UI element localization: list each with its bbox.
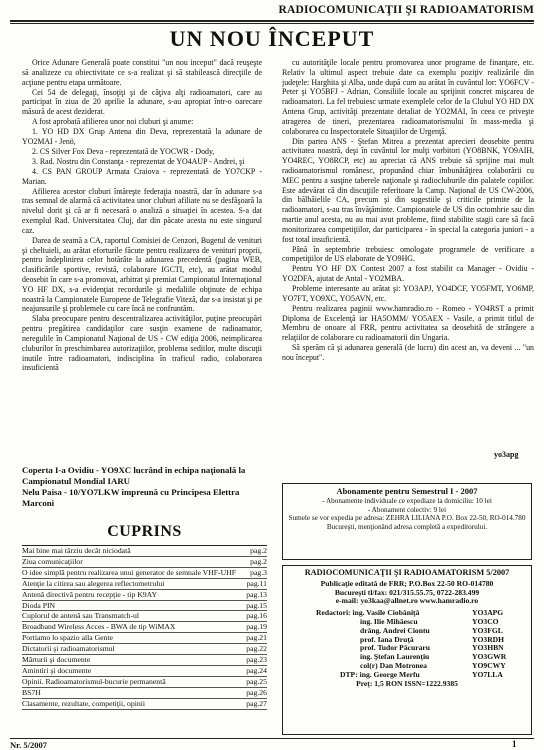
toc-item bbox=[22, 677, 267, 688]
article-paragraph: cu autorităţile locale pentru promovarea unor programe de finanţare, etc. Relativ la ultimul aspect trebuie date ca exemplu poziţiv realizările din judeţele: Harghita şi Alba, unde după cum au arătat în cuvântul lor: YO6FCV - Peter şi YO5BFJ - Adrian, Consiliile locale au sprijinit concret mişcarea de radioamatori. La fel trebuiesc urmate exemplele celor de la Clubul YO HD DX Antena Grup, activităţi prezentate detaliat de YO2MAI, în ceea ce priveşte atragerea de tineri, prezentarea radioamatorismului în mass-media şi colaborarea cu Inspectoratele Situaţiilor de Urgenţă. bbox=[282, 58, 534, 136]
toc-item-title: Dictatorii şi radioamatorismul bbox=[22, 644, 115, 654]
toc-item bbox=[22, 622, 267, 633]
article-paragraph: Cei 54 de delegaţi, însoţiţi şi de câţiva alţi radioamatori, care au participat în ziua de 20 aprilie la adunare, s-au apropiat într-o oarecare măsură de acest deziderat. bbox=[22, 87, 262, 117]
editor-name: ing. Ilie Mihăescu bbox=[360, 616, 418, 626]
toc-item-page: pag.2 bbox=[250, 546, 267, 555]
editor-name: prof. Tudor Păcuraru bbox=[360, 643, 430, 653]
toc-item-page: pag.19 bbox=[246, 622, 267, 632]
toc-item-title: Ziua comunicaţiilor bbox=[22, 556, 83, 566]
article-paragraph: Pentru realizarea paginii www.hamradio.ro - Romeo - YO4RST a primit Diploma de Excelenţă iar HA5OMM/ YO5AEX - Vasile, a primit titlul de Membru de onoare al FRR, pentru activitatea sa deosebită de strângere a relaţiilor de colaborare cu radioamatorii din Ungaria. bbox=[282, 303, 534, 343]
toc-item-page: pag.16 bbox=[246, 611, 267, 621]
table-of-contents bbox=[22, 545, 267, 710]
toc-item bbox=[22, 579, 267, 590]
article-paragraph: Să sperăm că şi adunarea generală (de lucru) din acest an, va deveni ... "un nou început". bbox=[282, 343, 534, 363]
toc-item-title: Dioda PIN bbox=[22, 600, 56, 610]
article-paragraph: Din partea ANS - Ştefan Mitrea a prezentat aprecieri deosebite pentru activitatea noastră, deşi în cuvântul lor mulţi vorbitori (YO8BNK, YO9AIH, YO4REC, YO8RCP, etc) au apreciat că ANS trebuie să sprijine mai mult radioamatorismul românesc, propunând chiar îmbunătăţirea colaborării cu MEC pentru a susţine taberele naţionale şi radiocluburile din palatele copiilor. Este adevărat că din discuţiile referitoare la Camp. Naţional de US CW-2006, din bălbăielile CA, precum şi din sugestiile şi criticile primite de la radioamatori, s-au tras învăţăminte. Campionatele de US din octombrie sau din martie anul acesta, nu au mai avut probleme, fiind stabilite stagii care să facă monitorizarea competiţiilor, dar participarea - în special la categoria juniori - a fost total insuficientă. bbox=[282, 136, 534, 244]
imprint-line: Bucureşti tl/fax: 021/315.55.75, 0722-283.499 bbox=[334, 587, 480, 597]
toc-item bbox=[22, 655, 267, 666]
toc-item-page: pag.27 bbox=[246, 698, 267, 708]
cover-note-line: Coperta I-a Ovidiu - YO9XC lucrând în echipa naţională la Campionatul Mondial IARU bbox=[22, 465, 246, 486]
editor-callsign: YO3CO bbox=[472, 616, 499, 626]
header-rule-thin bbox=[10, 23, 534, 24]
subscription-box bbox=[282, 483, 532, 560]
toc-item bbox=[22, 644, 267, 655]
article-paragraph: Până în septembrie trebuiesc omologate programele de verificare a competiţiilor de US elaborate de YO9HG. bbox=[282, 244, 534, 264]
article-title: UN NOU ÎNCEPUT bbox=[169, 26, 375, 51]
toc-item-page: pag.2 bbox=[250, 556, 267, 566]
magazine-header: RADIOCOMUNICAŢII ŞI RADIOAMATORISM bbox=[278, 4, 534, 16]
toc-item-title: Broadband Wireless Acces - BWA de tip WiMAX bbox=[22, 622, 176, 632]
editor-name: ing. Vasile Ciobăniţă bbox=[352, 608, 420, 618]
article-paragraph: 3. Rad. Nostru din Constanţa - reprezentat de YO4AUP - Andrei, şi bbox=[32, 156, 245, 166]
issue-number: Nr. 5/2007 bbox=[10, 740, 47, 750]
article-paragraph: Darea de seamă a CA, raportul Comisiei de Cenzori, Bugetul de venituri şi cheltuieli, au arătat eforturile făcute pentru realizarea de venituri proprii, pentru îndeplinirea celor hotărâte la adunarea precedentă (pagina WEB, clasificările sportive, revistă, colaborare IGCTI, etc), au arătat modul deosebit în care s-a promovat, arbitrat şi premiat Campionatul Internaţional YO HF DX, s-a evidenţiat recordurile şi medaliile obţinute de echipa noastră la Campionatele Europene de Telegrafie Viteză, dar s-a insistat şi pe neajunsurile şi problemele cu care încă ne confruntăm. bbox=[22, 235, 262, 314]
subscription-line: - Abonament colectiv: 9 lei bbox=[367, 505, 447, 514]
footer-rule bbox=[10, 738, 534, 739]
toc-item-title: Atenţie la citirea sau alegerea reflectometrului bbox=[22, 578, 165, 588]
toc-item-title: Antenă directivă pentru recepţie - tip K9AY bbox=[22, 589, 158, 599]
toc-item bbox=[22, 633, 267, 644]
toc-item-page: pag.26 bbox=[246, 687, 267, 697]
toc-title: CUPRINS bbox=[107, 523, 182, 540]
article-paragraph: 2. CS Silver Fox Deva - reprezentată de YOCWR - Dody, bbox=[32, 146, 215, 156]
toc-item-title: O idee simplă pentru realizarea unui generator de semnale VHF-UHF bbox=[22, 567, 236, 577]
article-right-column bbox=[282, 58, 534, 458]
toc-item-page: pag.22 bbox=[246, 644, 267, 654]
toc-item bbox=[22, 590, 267, 601]
editor-callsign: YO3RDH bbox=[472, 634, 505, 644]
imprint-title: RADIOCOMUNICAŢII ŞI RADIOAMATORISM 5/2007 bbox=[304, 568, 510, 577]
dtp-callsign: YO7LLA bbox=[472, 669, 503, 679]
editor-callsign: YO9CWY bbox=[472, 660, 506, 670]
article-paragraph: Orice Adunare Generală poate constitui "un nou inceput" dacă reuşeşte să analizeze cu obiectivitate ce s-a realizat şi să stabilească direcţiile de acţiune pentru etapa următoare. bbox=[22, 58, 262, 87]
toc-item-page: pag.24 bbox=[246, 665, 267, 675]
article-paragraph: 4. CS PAN GROUP Armata Craiova - reprezentată de YO7CKP - Marian. bbox=[22, 166, 262, 186]
toc-item bbox=[22, 557, 267, 568]
imprint-contact: e-mail: yo3kaa@allnet.ro www.hamradio.ro bbox=[335, 596, 479, 606]
article-paragraph: Afilierea acestor cluburi întăreşte federaţia noastră, dar în adunare s-a tras semnal de alarmă că activitatea unor cluburi afiliate nu se desfăşoară la nivelul dorit şi că ar fi necesară o analiză a situaţiei în acestea. S-a dat exemplul Rad. Universitatea Cluj, dar din păcate acesta nu este singurul caz. bbox=[22, 186, 262, 235]
dtp-name: DTP: ing. George Merfu bbox=[340, 669, 420, 679]
article-paragraph: 1. YO HD DX Grup Antena din Deva, reprezentată la adunare de YO2MAI - Jenö, bbox=[22, 127, 262, 146]
cover-note-line: Nelu Paisa - 10/YO7LKW împreună cu Principesa Elettra Marconi bbox=[22, 487, 240, 508]
author-signature: yo3apg bbox=[494, 450, 519, 459]
toc-item-page: pag.25 bbox=[246, 676, 267, 686]
editor-callsign: YO3GWR bbox=[472, 652, 507, 662]
toc-item-title: Cuplorul de antenă sau Transmatch-ul bbox=[22, 611, 140, 621]
article-paragraph: A fost aprobată afilierea unor noi cluburi şi anume: bbox=[32, 117, 194, 127]
page-number: 1 bbox=[512, 739, 517, 749]
toc-item-title: Portiamo lo spazio alla Gente bbox=[22, 633, 113, 643]
editors-label: Redactori: bbox=[316, 608, 351, 618]
toc-item bbox=[22, 601, 267, 612]
toc-item bbox=[22, 699, 267, 710]
article-paragraph: Pentru YO HF DX Contest 2007 a fost stabilit ca Manager - Ovidiu - YO2DFA, ajutat de Antal - YO2MBA. bbox=[282, 264, 534, 284]
article-paragraph: Probleme interesante au arătat şi: YO3APJ, YO4DCF, YO5FMT, YO6MP, YO7FT, YO9XC, YO5AVN, etc. bbox=[282, 284, 534, 303]
toc-item-title: Mai bine mai târziu decât niciodată bbox=[22, 546, 131, 555]
imprint-line: Publicaţie editată de FRR; P.O.Box 22-50 RO-014780 bbox=[320, 578, 494, 588]
toc-item-title: Amintiri şi documente bbox=[22, 665, 92, 675]
toc-item bbox=[22, 568, 267, 579]
cover-note bbox=[22, 465, 267, 509]
editor-name: ing. Ştefan Laurenţiu bbox=[360, 652, 430, 662]
toc-item-page: pag.15 bbox=[246, 600, 267, 610]
editor-callsign: YO3APG bbox=[472, 608, 504, 618]
toc-item bbox=[22, 688, 267, 699]
article-paragraph: Slaba preocupare pentru descentralizarea activităţilor, puţine preocupări pentru pregătirea candidaţilor care susţin examene de radioamator, neregulile în Campionatul Naţional de US - CW ediţia 2006, neimplicarea cluburilor în preschimbarea autorizaţiilor, problema sediilor, multe discuţii inutile între radioamatori, indisciplina în traficul radio, colaborarea insuficientă bbox=[22, 314, 262, 373]
toc-item bbox=[22, 666, 267, 677]
subscription-body: Sumele se vor expedia pe adresa: ZEHRA LILIANA P.O. Box 22-50, RO-014.780 Bucureşti, menţionând adresa completă a expeditorului. bbox=[288, 514, 526, 531]
editors-list bbox=[288, 609, 526, 679]
editor-name: drăng. Andrei Ciontu bbox=[360, 625, 430, 635]
header-rule bbox=[10, 20, 534, 22]
toc-item-page: pag.13 bbox=[246, 589, 267, 599]
toc-item-page: pag.11 bbox=[246, 578, 267, 588]
editor-callsign: YO3FGL bbox=[472, 625, 503, 635]
editor-name: prof. Iana Druţă bbox=[360, 634, 414, 644]
imprint-box bbox=[282, 565, 532, 735]
toc-item-title: BS7H bbox=[22, 687, 41, 697]
editor-callsign: YO3HBN bbox=[472, 643, 504, 653]
toc-item-page: pag.3 bbox=[250, 567, 267, 577]
toc-item-title: Clasamente, rezultate, competiţii, opinii bbox=[22, 698, 145, 708]
toc-item bbox=[22, 611, 267, 622]
toc-item-page: pag.21 bbox=[246, 633, 267, 643]
toc-item-title: Mărturii şi documente bbox=[22, 655, 91, 665]
subscription-title: Abonamente pentru Semestrul I - 2007 bbox=[336, 486, 478, 496]
toc-item bbox=[22, 546, 267, 557]
subscription-line: - Abonamente individuale ce expediaze la domiciliu: 10 lei bbox=[322, 497, 492, 506]
price-issn: Preţ: 1,5 RON ISSN=1222.9385 bbox=[356, 678, 458, 688]
article-left-column bbox=[22, 58, 262, 458]
editor-name: col(r) Dan Motronea bbox=[360, 660, 427, 670]
toc-item-title: Opinii. Radioamatorismul-bucurie permanentă bbox=[22, 676, 166, 686]
toc-item-page: pag.23 bbox=[246, 655, 267, 665]
